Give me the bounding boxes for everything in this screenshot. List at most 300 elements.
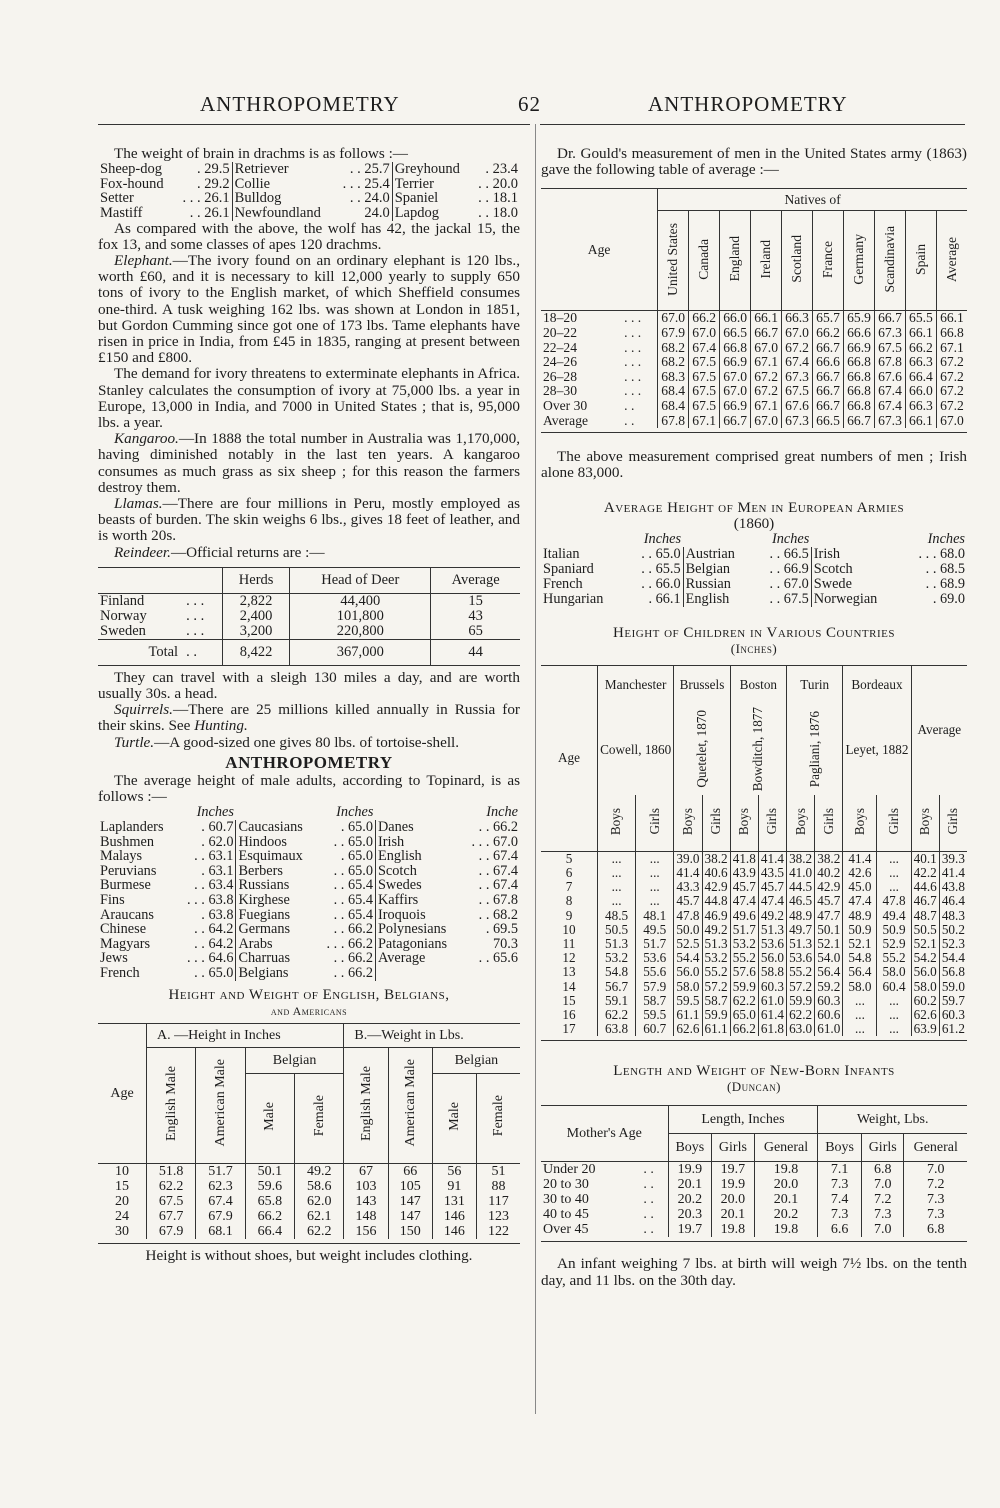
nb-sub-header: Boys	[818, 1134, 862, 1162]
author-quetelet: Quetelet, 1870	[674, 705, 730, 795]
reindeer-table	[98, 567, 520, 666]
nb-sub-header: Boys	[668, 1134, 712, 1162]
children-row	[541, 994, 967, 1008]
gould-row-cell: 66.9	[720, 355, 751, 370]
children-row-cell: ...	[843, 1022, 877, 1036]
height-row-cell: Danes	[375, 820, 461, 835]
squirrels-paragraph	[98, 702, 520, 734]
children-row-cell: 50.2	[939, 923, 967, 937]
children-row-cell: 59.0	[939, 980, 967, 994]
children-row-cell: 43.3	[674, 880, 702, 894]
reindeer-row	[98, 624, 520, 640]
children-row-cell: 46.5	[787, 894, 815, 908]
children-row-cell: 49.2	[702, 923, 730, 937]
sleigh-paragraph: They can travel with a sleigh 130 miles a day, and are worth usually 30s. a head.	[98, 668, 520, 703]
gould-row-cell: 67.4	[689, 341, 720, 356]
children-row	[541, 880, 967, 894]
gould-col-label: Scandinavia	[881, 225, 897, 293]
height-row-cell: . . 66.2	[478, 819, 518, 836]
gould-row-cell: 67.4	[875, 399, 906, 414]
children-row-cell: ...	[877, 994, 911, 1008]
hw-row-cell: 10	[115, 1163, 129, 1179]
children-row-cell: ...	[877, 1022, 911, 1036]
brain-row-cell: . . 18.0	[478, 204, 518, 221]
children-row-cell: 60.4	[877, 980, 911, 994]
children-row-cell: 45.7	[758, 880, 786, 894]
hw-row-cell: 49.2	[295, 1163, 344, 1179]
nb-row-cell: 6.8	[904, 1222, 967, 1237]
children-row-cell: 47.4	[730, 894, 758, 908]
nb-row-cell: 6.8	[861, 1162, 904, 1178]
rule-left	[98, 124, 530, 125]
children-sub-label: Girls	[764, 808, 780, 835]
reindeer-text: —Official returns are :—	[170, 543, 325, 561]
hw-row-cell: 91	[432, 1179, 476, 1194]
gould-row-cell: 66.7	[844, 414, 875, 429]
height-row-cell: Germans	[236, 922, 316, 937]
gould-row-cell: 66.8	[936, 326, 967, 341]
gould-row-cell: 67.0	[689, 326, 720, 341]
children-row-cell: 48.3	[939, 909, 967, 923]
city-boston: Boston	[730, 665, 786, 705]
hw-group-b: B.—Weight in Lbs.	[344, 1023, 520, 1047]
children-row-cell: 60.7	[636, 1022, 674, 1036]
reindeer-header-average: Average	[431, 567, 520, 593]
gould-row-cell: 67.3	[782, 370, 813, 385]
nb-row-cell: Under 20	[543, 1162, 596, 1178]
children-row-cell: 50.0	[674, 923, 702, 937]
children-row-cell: 45.7	[674, 894, 702, 908]
children-row-cell: 56.0	[911, 965, 939, 979]
turtle-text: —A good-sized one gives 80 lbs. of tortoise-shell.	[154, 733, 460, 751]
height-row	[98, 966, 520, 981]
children-row-cell: 62.6	[911, 1008, 939, 1022]
height-row-cell: 70.3	[492, 935, 518, 952]
gould-row-cell: 66.8	[844, 355, 875, 370]
children-row-cell: 51.7	[730, 923, 758, 937]
height-row-cell: . . 67.4	[478, 848, 518, 865]
children-row-cell: 58.0	[843, 980, 877, 994]
nb-row-cell: 7.3	[904, 1207, 967, 1222]
children-row	[541, 980, 967, 994]
brain-row-cell: . . 26.1	[189, 204, 230, 221]
hw-col-6: American Male	[388, 1047, 432, 1163]
children-sub-label: Boys	[679, 807, 695, 835]
children-row-cell: 13	[562, 964, 576, 980]
height-row-cell: Iroquois	[375, 908, 461, 923]
gould-row-cell: 67.4	[875, 384, 906, 399]
children-title: Height of Children in Various Countries	[613, 624, 895, 641]
children-row	[541, 923, 967, 937]
nb-row-cell: 7.1	[818, 1162, 862, 1178]
gould-row	[541, 399, 967, 414]
hw-row-cell: 66	[388, 1163, 432, 1179]
nb-row-cell: 7.2	[861, 1192, 904, 1207]
children-sub-boys	[674, 795, 702, 851]
height-row	[98, 893, 520, 908]
children-row-cell: 5	[565, 850, 573, 866]
children-sub-boys	[730, 795, 758, 851]
gould-bottom-rule	[541, 432, 967, 433]
nb-row	[541, 1177, 967, 1192]
children-row-cell: 59.5	[674, 994, 702, 1008]
height-row-cell: Burmese	[100, 877, 151, 894]
children-row-cell: 54.4	[674, 951, 702, 965]
height-row-cell: . . 67.4	[478, 877, 518, 894]
reindeer-row-cell: 44,400	[290, 593, 431, 609]
hw-row-cell: 62.2	[147, 1179, 196, 1194]
hw-row-cell: 67.7	[147, 1209, 196, 1224]
eu-row-cell: . . 66.9	[769, 560, 809, 577]
hw-bottom-rule	[98, 1243, 520, 1244]
children-row-cell: 49.5	[636, 923, 674, 937]
children-row-cell: 52.5	[674, 937, 702, 951]
children-sub-label: Girls	[820, 808, 836, 835]
children-row-cell: 7	[565, 879, 573, 895]
gould-row-cell: 66.4	[905, 370, 936, 385]
children-row-cell: 51.3	[758, 923, 786, 937]
hunting-link[interactable]: Hunting.	[194, 717, 248, 735]
height-row-cell: Malays	[100, 848, 143, 865]
nb-row-cell: 7.2	[904, 1177, 967, 1192]
children-row-cell: 38.2	[787, 851, 815, 866]
children-row-cell: 45.7	[730, 880, 758, 894]
children-row-cell: 56.7	[598, 980, 636, 994]
height-row-cell: . . 63.1	[194, 848, 234, 865]
hw-row-cell: 24	[115, 1208, 129, 1224]
children-row-cell: 55.2	[877, 951, 911, 965]
height-row	[98, 878, 520, 893]
children-row-cell: ...	[877, 851, 911, 866]
eu-row-cell: . . 67.0	[769, 575, 809, 592]
height-row-cell: . 69.5	[485, 921, 518, 938]
children-row-cell: 59.9	[730, 980, 758, 994]
eu-row-cell: Scotch	[811, 562, 900, 577]
gould-row-cell: Average	[543, 412, 589, 428]
hw-row-cell: 143	[344, 1194, 388, 1209]
left-column	[98, 142, 520, 1264]
height-row-cell: Kaffirs	[375, 893, 461, 908]
eu-title: Average Height of Men in European Armies	[603, 499, 905, 516]
elephant-paragraph	[98, 253, 520, 366]
height-row-cell	[461, 966, 520, 981]
gould-row-cell: 67.2	[936, 399, 967, 414]
eu-row-cell: . . 65.0	[641, 545, 681, 562]
children-row-cell: 11	[562, 935, 576, 951]
gould-row-cell: . . .	[624, 354, 642, 370]
hw-row-cell: 68.1	[196, 1224, 245, 1239]
gould-row-cell: 67.3	[875, 414, 906, 429]
gould-col-label: Canada	[695, 238, 711, 280]
gould-row-cell: 67.8	[658, 414, 689, 429]
children-row-cell: 56.8	[939, 965, 967, 979]
children-sub-girls	[636, 795, 674, 851]
author-bowditch: Bowditch, 1877	[730, 705, 786, 795]
section-title: ANTHROPOMETRY	[225, 752, 393, 772]
children-row-cell: ...	[636, 894, 674, 908]
reindeer-row-cell: . . .	[186, 607, 205, 624]
hw-row-cell: 67.5	[147, 1194, 196, 1209]
nb-mother-header: Mother's Age	[541, 1106, 668, 1162]
height-row-cell: . . . 67.0	[471, 833, 518, 850]
gould-row-cell: 67.0	[751, 414, 782, 429]
hw-note: Height is without shoes, but weight includes clothing.	[145, 1246, 473, 1264]
gould-row-cell: 67.4	[782, 355, 813, 370]
children-row-cell: 48.7	[911, 909, 939, 923]
height-row-cell: . . 66.2	[333, 950, 373, 967]
gould-row-cell: . . .	[624, 310, 642, 326]
children-row-cell: 50.5	[598, 923, 636, 937]
brain-row-cell: Lapdog	[392, 206, 470, 221]
hw-row-cell: 103	[344, 1179, 388, 1194]
children-age-header: Age	[541, 665, 598, 851]
demand-paragraph: The demand for ivory threatens to exterminate elephants in Africa. Stanley calculates the consumption of ivory at 75,000 lbs. a year in Europe, 13,000 in India, and 7000 in United States ; that is, 95,000 lbs. a year.	[98, 365, 520, 432]
reindeer-row-cell: 101,800	[290, 609, 431, 624]
nb-row	[541, 1162, 967, 1178]
eu-row-cell: Belgian	[683, 562, 754, 577]
gould-row-cell: 65.5	[905, 311, 936, 326]
gould-row-cell: . . .	[624, 325, 642, 340]
children-row-cell: ...	[598, 894, 636, 908]
gould-col-label: United States	[664, 222, 680, 296]
children-row-cell: 52.9	[877, 937, 911, 951]
brain-row-cell: 24.0	[364, 204, 390, 221]
gould-row-cell: 67.0	[936, 414, 967, 429]
city-turin: Turin	[787, 665, 843, 705]
gould-col-label: England	[726, 236, 742, 282]
nb-row-cell: 7.4	[818, 1192, 862, 1207]
children-row-cell: ...	[877, 1008, 911, 1022]
children-row-cell: 53.6	[787, 951, 815, 965]
nb-length-header: Length, Inches	[668, 1106, 818, 1134]
gould-col-4	[751, 211, 782, 311]
height-row-cell: Patagonians	[375, 937, 461, 952]
reindeer-row-cell: 43	[431, 609, 520, 624]
reindeer-row-cell: 2,822	[222, 593, 289, 609]
eu-row-cell: Italian	[543, 545, 580, 562]
nb-weight-header: Weight, Lbs.	[818, 1106, 967, 1134]
gould-row	[541, 341, 967, 356]
children-sub-girls	[702, 795, 730, 851]
hw-col-3: Male	[245, 1073, 294, 1163]
height-row-cell: . 65.0	[340, 848, 373, 865]
children-row-cell: 46.4	[939, 894, 967, 908]
eu-year: (1860)	[733, 514, 775, 532]
wolf-paragraph: As compared with the above, the wolf has 42, the jackal 15, the fox 13, and some classes of apes 120 drachms.	[98, 219, 520, 253]
brain-row-cell: Newfoundland	[232, 206, 334, 221]
children-row-cell: 50.9	[877, 923, 911, 937]
gould-row-cell: 66.7	[813, 384, 844, 399]
hw-title: Height and Weight of English, Belgians,	[168, 986, 450, 1003]
brain-row	[98, 162, 520, 177]
gould-col-8	[875, 211, 906, 311]
children-row-cell: 58.0	[877, 965, 911, 979]
eu-row-cell: . 69.0	[932, 590, 965, 607]
children-sub-boys	[787, 795, 815, 851]
nb-row-cell: 19.8	[712, 1222, 755, 1237]
height-row-cell: Berbers	[236, 864, 316, 879]
gould-row-cell: 66.8	[844, 384, 875, 399]
gould-row-cell: 66.1	[905, 326, 936, 341]
reindeer-row-cell: Norway	[100, 607, 147, 624]
kangaroo-paragraph	[98, 431, 520, 496]
nb-row-cell: 19.9	[668, 1162, 712, 1178]
height-row-cell: French	[100, 965, 140, 981]
hw-row-cell: 65.8	[245, 1194, 294, 1209]
height-row-cell: Russians	[236, 878, 316, 893]
children-row-cell: 65.0	[730, 1008, 758, 1022]
gould-col-label: Scotland	[788, 235, 804, 283]
nb-row-cell: 19.9	[712, 1177, 755, 1192]
children-row-cell: 55.6	[636, 965, 674, 979]
children-row-cell: 57.6	[730, 965, 758, 979]
nb-row-cell: 20.0	[712, 1192, 755, 1207]
children-row-cell: 41.0	[787, 866, 815, 880]
hw-row-cell: 62.2	[295, 1224, 344, 1239]
hw-row-cell: 67.9	[196, 1209, 245, 1224]
height-row-cell: Fuegians	[236, 908, 316, 923]
children-row-cell: 47.7	[815, 909, 843, 923]
height-row	[98, 864, 520, 879]
gould-row-cell: 67.0	[720, 384, 751, 399]
height-row-cell: . 62.0	[201, 833, 234, 850]
eu-row-cell: Norwegian	[811, 592, 900, 607]
gould-row-cell: 66.3	[782, 311, 813, 326]
gould-row-cell: 66.5	[813, 414, 844, 429]
reindeer-row-cell: 2,400	[222, 609, 289, 624]
children-row	[541, 951, 967, 965]
height-row-cell: Peruvians	[100, 862, 157, 879]
hw-row-cell: 62.3	[196, 1179, 245, 1194]
children-row-cell: 49.6	[730, 909, 758, 923]
gould-row	[541, 414, 967, 429]
eu-row-cell: . . 67.5	[769, 590, 809, 607]
gould-row-cell: 67.1	[689, 414, 720, 429]
hw-row-cell: 67	[344, 1163, 388, 1179]
eu-row-cell: English	[683, 592, 754, 607]
nb-row-cell: 30 to 40	[543, 1192, 589, 1208]
children-sub-label: Boys	[851, 807, 867, 835]
gould-row-cell: 67.5	[875, 341, 906, 356]
children-row-cell: 53.2	[598, 951, 636, 965]
children-row-cell: ...	[636, 851, 674, 866]
height-row-cell: . 63.8	[201, 906, 234, 923]
height-row-cell: . . 67.8	[478, 892, 518, 909]
children-row-cell: 49.2	[758, 909, 786, 923]
nb-row-cell: 20.3	[668, 1207, 712, 1222]
height-row-cell: Magyars	[100, 935, 151, 952]
height-row-cell: . . 67.4	[478, 862, 518, 879]
height-row	[98, 922, 520, 937]
gould-row	[541, 384, 967, 399]
gould-row-cell: 65.7	[813, 311, 844, 326]
children-row-cell: 59.9	[702, 1008, 730, 1022]
gould-col-9	[905, 211, 936, 311]
children-row-cell: 57.2	[702, 980, 730, 994]
gould-row-cell: 66.3	[905, 399, 936, 414]
gould-row-cell: 65.9	[844, 311, 875, 326]
gould-row-cell: 67.1	[751, 355, 782, 370]
hw-age-header: Age	[98, 1023, 147, 1163]
gould-col-label: Germany	[850, 233, 866, 285]
children-row	[541, 1008, 967, 1022]
eu-row-cell: Spaniard	[543, 560, 594, 577]
gould-row-cell: 67.5	[689, 370, 720, 385]
nb-row-cell: . .	[643, 1222, 654, 1238]
nb-sub-header: General	[754, 1134, 818, 1162]
newborn-title-2: (Duncan)	[726, 1079, 782, 1095]
children-row	[541, 851, 967, 866]
children-row-cell: 59.7	[939, 994, 967, 1008]
hw-group-a: A. —Height in Inches	[147, 1023, 344, 1047]
brain-row-cell: Setter	[100, 190, 134, 207]
nb-sub-header: Girls	[861, 1134, 904, 1162]
brain-row-cell: . . . 25.4	[342, 175, 390, 192]
gould-row-cell: 66.8	[844, 370, 875, 385]
children-row-cell: 46.7	[911, 894, 939, 908]
children-sub-label: Girls	[945, 808, 961, 835]
gould-row-cell: 67.2	[936, 355, 967, 370]
nb-row-cell: 19.8	[754, 1222, 818, 1237]
children-row-cell: 53.2	[702, 951, 730, 965]
llamas-paragraph	[98, 496, 520, 545]
reindeer-row-cell: 220,800	[290, 624, 431, 640]
gould-row-cell: 66.7	[813, 341, 844, 356]
children-row	[541, 909, 967, 923]
nb-row-cell: 19.7	[712, 1162, 755, 1178]
eu-row-cell: . . 68.5	[925, 560, 965, 577]
hw-row	[98, 1194, 520, 1209]
children-row-cell: 58.0	[911, 980, 939, 994]
reindeer-row-cell: Sweden	[100, 622, 146, 639]
height-row-cell: . . 65.6	[478, 950, 518, 967]
children-row-cell: 47.4	[758, 894, 786, 908]
height-row-cell: Arabs	[236, 937, 316, 952]
children-row-cell: 50.5	[911, 923, 939, 937]
newborn-title: Length and Weight of New-Born Infants	[613, 1063, 895, 1080]
children-row-cell: 48.9	[843, 909, 877, 923]
children-row-cell: 53.6	[636, 951, 674, 965]
page-number: 62	[518, 92, 541, 116]
children-row	[541, 894, 967, 908]
gould-row-cell: . . .	[624, 368, 642, 384]
children-row-cell: 16	[562, 1007, 576, 1022]
children-sub-label: Girls	[885, 808, 901, 835]
gould-row-cell: 66.0	[905, 384, 936, 399]
hw-row-cell: 146	[432, 1209, 476, 1224]
brain-row-cell: . . 18.1	[478, 190, 518, 207]
eu-row-cell: . . 65.5	[641, 560, 681, 577]
children-row-cell: 52.1	[843, 937, 877, 951]
brain-row-cell: . . 20.0	[478, 175, 518, 192]
hw-row-cell: 67.9	[147, 1224, 196, 1239]
hw-belgian-a: Belgian	[245, 1047, 344, 1073]
children-row-cell: ...	[843, 994, 877, 1008]
running-head-left: ANTHROPOMETRY	[200, 92, 400, 116]
children-row-cell: 56.4	[815, 965, 843, 979]
children-row-cell: 56.0	[674, 965, 702, 979]
nb-row-cell: 20.0	[754, 1177, 818, 1192]
children-row-cell: 54.8	[843, 951, 877, 965]
turtle-title: Turtle.	[114, 733, 155, 751]
hw-row-cell: 147	[388, 1209, 432, 1224]
children-row-cell: 58.7	[702, 994, 730, 1008]
gould-row-cell: 22–24	[543, 339, 577, 355]
gould-row-cell: 66.1	[751, 311, 782, 326]
height-row-cell: . . 64.2	[194, 921, 234, 938]
height-row-cell: . . . 64.6	[187, 950, 234, 967]
height-row-cell: . . 64.2	[194, 935, 234, 952]
